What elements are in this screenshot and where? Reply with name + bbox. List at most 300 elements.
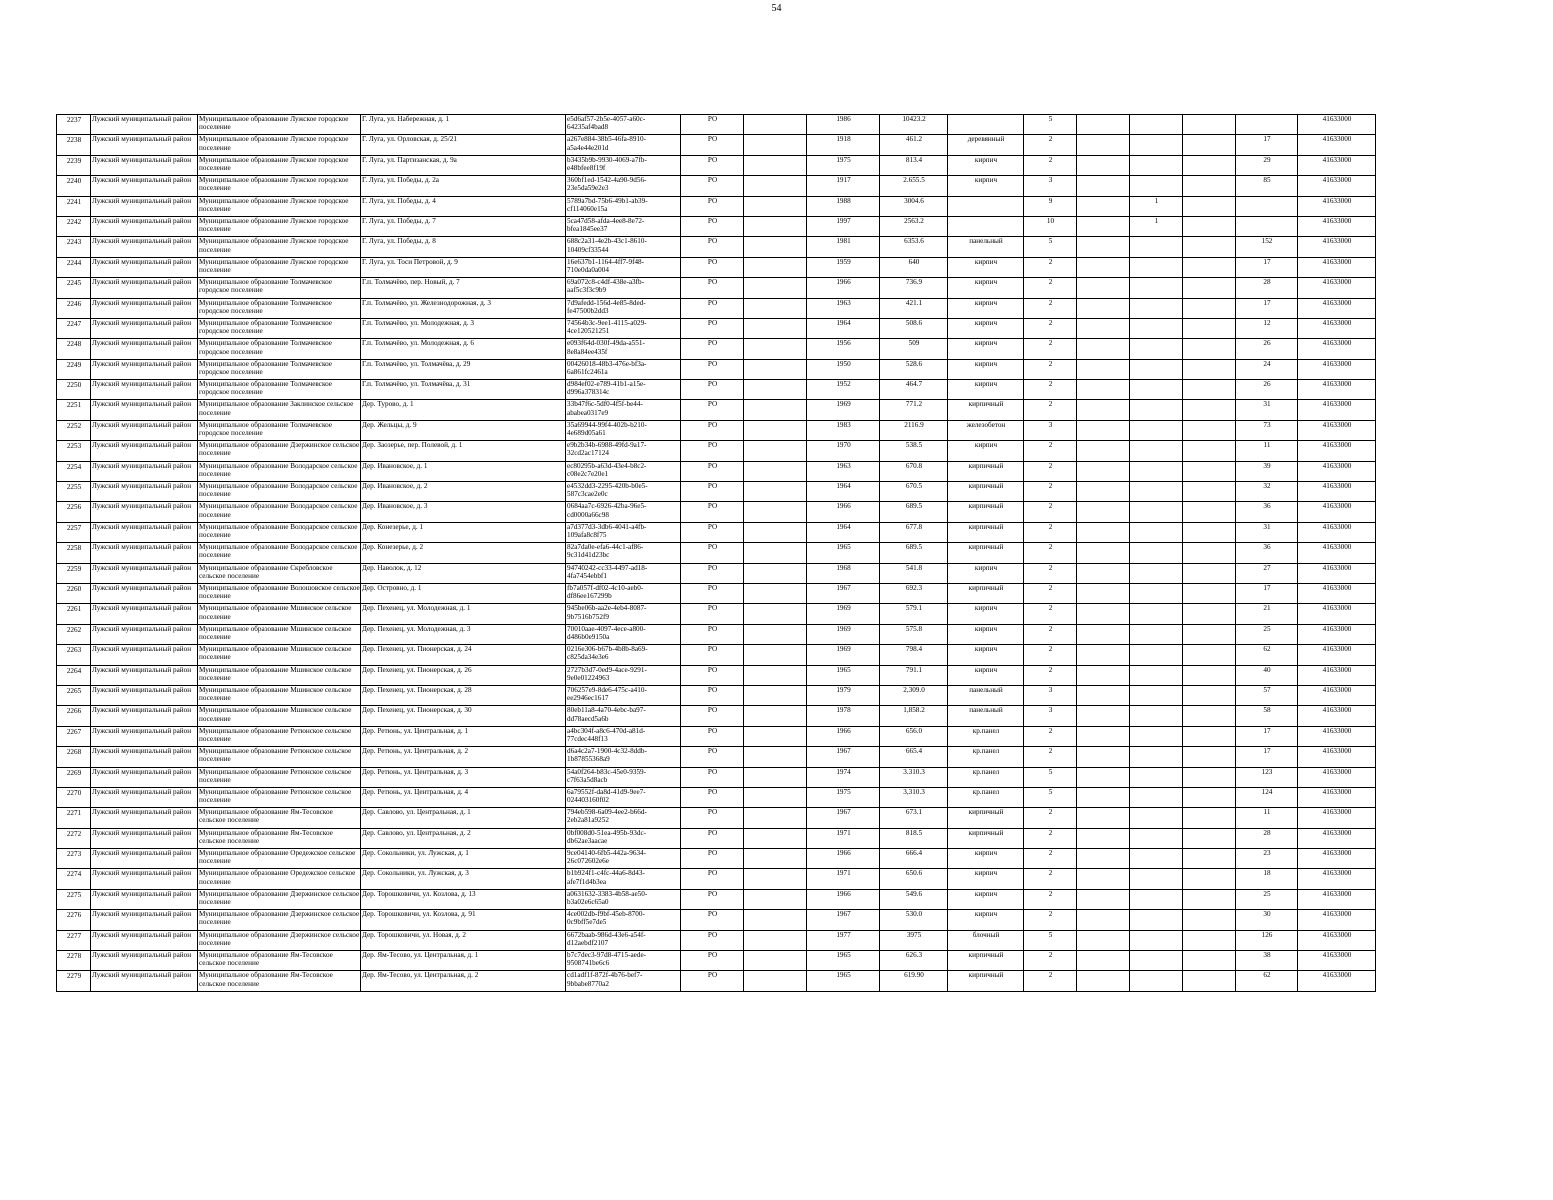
district-cell: Лужский муниципальный район <box>91 665 198 685</box>
row-number-cell: 2269 <box>57 767 91 787</box>
municipality-cell: Муниципальное образование Мшинское сельское поселение <box>198 706 361 726</box>
municipality-cell: Муниципальное образование Володарское сельское поселение <box>198 543 361 563</box>
address-cell: Г. Луга, ул. Победы, д. 2а <box>361 176 566 196</box>
apartments-cell: 12 <box>1236 318 1298 338</box>
fias-guid-cell: e4532dd3-2295-420b-b0e5-587c3cae2e0c <box>566 482 681 502</box>
row-number-cell: 2246 <box>57 298 91 318</box>
year-built-cell: 1956 <box>807 339 880 359</box>
col-empty-cell <box>744 441 807 461</box>
col-empty-cell <box>744 563 807 583</box>
year-built-cell: 1965 <box>807 665 880 685</box>
oktmo-cell: 41633000 <box>1298 645 1376 665</box>
floors-cell: 9 <box>1024 196 1077 216</box>
col-empty-cell <box>1183 869 1236 889</box>
year-built-cell: 1966 <box>807 278 880 298</box>
form-cell: РО <box>681 787 744 807</box>
address-cell: Дер. Заозерье, пер. Полевой, д. 1 <box>361 441 566 461</box>
col-empty-cell <box>744 359 807 379</box>
wall-material-cell: кирпичный <box>948 461 1024 481</box>
year-built-cell: 1963 <box>807 461 880 481</box>
fias-guid-cell: 360bf1ed-1542-4a90-9d56-23e5da59e2e3 <box>566 176 681 196</box>
district-cell: Лужский муниципальный район <box>91 502 198 522</box>
form-cell: РО <box>681 971 744 991</box>
oktmo-cell: 41633000 <box>1298 849 1376 869</box>
table-row <box>57 787 1376 807</box>
wall-material-cell: кирпич <box>948 155 1024 175</box>
table-row <box>57 155 1376 175</box>
elevators-cell <box>1130 339 1183 359</box>
oktmo-cell: 41633000 <box>1298 461 1376 481</box>
col-empty-cell <box>1183 706 1236 726</box>
elevators-cell <box>1130 706 1183 726</box>
elevators-cell: 1 <box>1130 196 1183 216</box>
table-row <box>57 380 1376 400</box>
apartments-cell: 36 <box>1236 502 1298 522</box>
area-cell: 2563.2 <box>880 216 948 236</box>
oktmo-cell: 41633000 <box>1298 563 1376 583</box>
oktmo-cell: 41633000 <box>1298 787 1376 807</box>
year-built-cell: 1950 <box>807 359 880 379</box>
area-cell: 3004.6 <box>880 196 948 216</box>
elevators-cell <box>1130 318 1183 338</box>
floors-cell: 3 <box>1024 176 1077 196</box>
year-built-cell: 1959 <box>807 257 880 277</box>
area-cell: 818.5 <box>880 828 948 848</box>
floors-cell: 2 <box>1024 889 1077 909</box>
district-cell: Лужский муниципальный район <box>91 400 198 420</box>
form-cell: РО <box>681 482 744 502</box>
district-cell: Лужский муниципальный район <box>91 237 198 257</box>
col-empty-cell <box>744 828 807 848</box>
apartments-cell: 18 <box>1236 869 1298 889</box>
table-row <box>57 808 1376 828</box>
col-empty-cell <box>1077 889 1130 909</box>
elevators-cell <box>1130 869 1183 889</box>
apartments-cell <box>1236 196 1298 216</box>
col-empty-cell <box>1183 563 1236 583</box>
year-built-cell: 1963 <box>807 298 880 318</box>
elevators-cell <box>1130 298 1183 318</box>
apartments-cell: 40 <box>1236 665 1298 685</box>
fias-guid-cell: 94740242-cc33-4497-ad18-4fa7454ebbf1 <box>566 563 681 583</box>
wall-material-cell: панельный <box>948 685 1024 705</box>
floors-cell: 2 <box>1024 828 1077 848</box>
col-empty-cell <box>744 278 807 298</box>
year-built-cell: 1967 <box>807 910 880 930</box>
table-row <box>57 910 1376 930</box>
elevators-cell <box>1130 604 1183 624</box>
oktmo-cell: 41633000 <box>1298 522 1376 542</box>
elevators-cell <box>1130 400 1183 420</box>
fias-guid-cell: 00426018-48b3-476e-bf3a-6a861fc2461a <box>566 359 681 379</box>
col-empty-cell <box>1183 808 1236 828</box>
floors-cell: 2 <box>1024 155 1077 175</box>
row-number-cell: 2249 <box>57 359 91 379</box>
elevators-cell <box>1130 583 1183 603</box>
floors-cell: 3 <box>1024 685 1077 705</box>
col-empty-cell <box>744 176 807 196</box>
fias-guid-cell: b3435b9b-9930-4069-a7fb-e48bfee8f19f <box>566 155 681 175</box>
col-empty-cell <box>1077 787 1130 807</box>
form-cell: РО <box>681 441 744 461</box>
col-empty-cell <box>1077 767 1130 787</box>
district-cell: Лужский муниципальный район <box>91 359 198 379</box>
elevators-cell <box>1130 543 1183 563</box>
floors-cell: 2 <box>1024 624 1077 644</box>
form-cell: РО <box>681 135 744 155</box>
district-cell: Лужский муниципальный район <box>91 889 198 909</box>
year-built-cell: 1974 <box>807 767 880 787</box>
col-empty-cell <box>1077 706 1130 726</box>
col-empty-cell <box>1183 339 1236 359</box>
row-number-cell: 2239 <box>57 155 91 175</box>
floors-cell: 2 <box>1024 604 1077 624</box>
fias-guid-cell: 0684aa7c-6926-42ba-96e5-cd0000a66c98 <box>566 502 681 522</box>
oktmo-cell: 41633000 <box>1298 930 1376 950</box>
form-cell: РО <box>681 726 744 746</box>
table-row <box>57 747 1376 767</box>
area-cell: 10423.2 <box>880 115 948 135</box>
address-cell: Г.п. Толмачёво, ул. Железнодорожная, д. 3 <box>361 298 566 318</box>
table-row <box>57 563 1376 583</box>
floors-cell: 2 <box>1024 339 1077 359</box>
district-cell: Лужский муниципальный район <box>91 747 198 767</box>
col-empty-cell <box>744 665 807 685</box>
form-cell: РО <box>681 196 744 216</box>
table-row <box>57 726 1376 746</box>
apartments-cell: 124 <box>1236 787 1298 807</box>
apartments-cell: 152 <box>1236 237 1298 257</box>
form-cell: РО <box>681 645 744 665</box>
fias-guid-cell: 4ce002db-f9bf-45eb-8700-0c9bff5e7de5 <box>566 910 681 930</box>
table-row <box>57 237 1376 257</box>
form-cell: РО <box>681 767 744 787</box>
municipality-cell: Муниципальное образование Ретюнское сельское поселение <box>198 726 361 746</box>
oktmo-cell: 41633000 <box>1298 604 1376 624</box>
floors-cell: 2 <box>1024 869 1077 889</box>
table-row <box>57 359 1376 379</box>
col-empty-cell <box>1183 889 1236 909</box>
table-row <box>57 115 1376 135</box>
elevators-cell <box>1130 359 1183 379</box>
col-empty-cell <box>1077 726 1130 746</box>
municipality-cell: Муниципальное образование Скребловское сельское поселение <box>198 563 361 583</box>
col-empty-cell <box>744 257 807 277</box>
row-number-cell: 2265 <box>57 685 91 705</box>
table-row <box>57 196 1376 216</box>
fias-guid-cell: a267e884-38b5-46fa-8910-a5a4e44e201d <box>566 135 681 155</box>
row-number-cell: 2275 <box>57 889 91 909</box>
oktmo-cell: 41633000 <box>1298 420 1376 440</box>
fias-guid-cell: e9b2b34b-6988-49fd-9a17-32cd2ac17124 <box>566 441 681 461</box>
table-row <box>57 543 1376 563</box>
table-row <box>57 685 1376 705</box>
oktmo-cell: 41633000 <box>1298 482 1376 502</box>
apartments-cell: 24 <box>1236 359 1298 379</box>
table-row <box>57 889 1376 909</box>
wall-material-cell: деревянный <box>948 135 1024 155</box>
elevators-cell <box>1130 726 1183 746</box>
year-built-cell: 1977 <box>807 930 880 950</box>
address-cell: Г.п. Толмачёво, ул. Толмачёва, д. 29 <box>361 359 566 379</box>
wall-material-cell: кирпич <box>948 380 1024 400</box>
col-empty-cell <box>1077 583 1130 603</box>
elevators-cell <box>1130 747 1183 767</box>
elevators-cell <box>1130 787 1183 807</box>
year-built-cell: 1966 <box>807 502 880 522</box>
col-empty-cell <box>1183 767 1236 787</box>
year-built-cell: 1969 <box>807 604 880 624</box>
district-cell: Лужский муниципальный район <box>91 543 198 563</box>
district-cell: Лужский муниципальный район <box>91 115 198 135</box>
col-empty-cell <box>744 685 807 705</box>
district-cell: Лужский муниципальный район <box>91 216 198 236</box>
district-cell: Лужский муниципальный район <box>91 767 198 787</box>
col-empty-cell <box>1183 828 1236 848</box>
row-number-cell: 2270 <box>57 787 91 807</box>
district-cell: Лужский муниципальный район <box>91 461 198 481</box>
col-empty-cell <box>1183 910 1236 930</box>
area-cell: 670.8 <box>880 461 948 481</box>
wall-material-cell: панельный <box>948 237 1024 257</box>
area-cell: 677.8 <box>880 522 948 542</box>
form-cell: РО <box>681 910 744 930</box>
district-cell: Лужский муниципальный район <box>91 298 198 318</box>
district-cell: Лужский муниципальный район <box>91 522 198 542</box>
table-row <box>57 828 1376 848</box>
area-cell: 689.5 <box>880 502 948 522</box>
area-cell: 541.8 <box>880 563 948 583</box>
col-empty-cell <box>1183 257 1236 277</box>
table-row <box>57 318 1376 338</box>
oktmo-cell: 41633000 <box>1298 889 1376 909</box>
elevators-cell <box>1130 176 1183 196</box>
col-empty-cell <box>1077 910 1130 930</box>
district-cell: Лужский муниципальный район <box>91 645 198 665</box>
col-empty-cell <box>1077 502 1130 522</box>
address-cell: Г. Луга, ул. Набережная, д. 1 <box>361 115 566 135</box>
area-cell: 6353.6 <box>880 237 948 257</box>
fias-guid-cell: d6a4c2a7-1900-4c32-8ddb-1b87855368a9 <box>566 747 681 767</box>
address-cell: Г. Луга, ул. Победы, д. 7 <box>361 216 566 236</box>
fias-guid-cell: 69a072c8-c4df-438e-a3fb-aaf5c3f3c9b9 <box>566 278 681 298</box>
oktmo-cell: 41633000 <box>1298 747 1376 767</box>
form-cell: РО <box>681 502 744 522</box>
oktmo-cell: 41633000 <box>1298 339 1376 359</box>
col-empty-cell <box>1077 645 1130 665</box>
col-empty-cell <box>1183 685 1236 705</box>
floors-cell: 2 <box>1024 951 1077 971</box>
municipality-cell: Муниципальное образование Оредежское сельское поселение <box>198 869 361 889</box>
address-cell: Дер. Торошковичи, ул. Козлова, д. 91 <box>361 910 566 930</box>
municipality-cell: Муниципальное образование Мшинское сельское поселение <box>198 665 361 685</box>
floors-cell: 2 <box>1024 359 1077 379</box>
table-row <box>57 645 1376 665</box>
col-empty-cell <box>1077 237 1130 257</box>
wall-material-cell: кирпичный <box>948 400 1024 420</box>
district-cell: Лужский муниципальный район <box>91 318 198 338</box>
address-cell: Дер. Ям-Тесово, ул. Центральная, д. 1 <box>361 951 566 971</box>
apartments-cell: 28 <box>1236 828 1298 848</box>
col-empty-cell <box>744 889 807 909</box>
floors-cell: 2 <box>1024 522 1077 542</box>
year-built-cell: 1952 <box>807 380 880 400</box>
elevators-cell <box>1130 889 1183 909</box>
fias-guid-cell: 74564b3c-9ee1-4115-a029-4ce120521251 <box>566 318 681 338</box>
area-cell: 670.5 <box>880 482 948 502</box>
floors-cell: 2 <box>1024 665 1077 685</box>
elevators-cell <box>1130 441 1183 461</box>
floors-cell: 2 <box>1024 441 1077 461</box>
col-empty-cell <box>1183 604 1236 624</box>
elevators-cell <box>1130 828 1183 848</box>
table-row <box>57 257 1376 277</box>
col-empty-cell <box>1077 441 1130 461</box>
wall-material-cell: кирпич <box>948 359 1024 379</box>
oktmo-cell: 41633000 <box>1298 237 1376 257</box>
form-cell: РО <box>681 420 744 440</box>
col-empty-cell <box>1183 155 1236 175</box>
year-built-cell: 1967 <box>807 747 880 767</box>
municipality-cell: Муниципальное образование Оредежское сельское поселение <box>198 849 361 869</box>
apartments-cell: 17 <box>1236 298 1298 318</box>
col-empty-cell <box>1183 543 1236 563</box>
table-row <box>57 298 1376 318</box>
year-built-cell: 1971 <box>807 869 880 889</box>
wall-material-cell: кирпич <box>948 910 1024 930</box>
col-empty-cell <box>1183 747 1236 767</box>
row-number-cell: 2278 <box>57 951 91 971</box>
form-cell: РО <box>681 543 744 563</box>
col-empty-cell <box>744 726 807 746</box>
floors-cell: 3 <box>1024 420 1077 440</box>
col-empty-cell <box>1077 665 1130 685</box>
wall-material-cell: кирпичный <box>948 522 1024 542</box>
municipality-cell: Муниципальное образование Мшинское сельское поселение <box>198 624 361 644</box>
elevators-cell <box>1130 971 1183 991</box>
floors-cell: 5 <box>1024 115 1077 135</box>
district-cell: Лужский муниципальный район <box>91 808 198 828</box>
col-empty-cell <box>1183 583 1236 603</box>
year-built-cell: 1965 <box>807 543 880 563</box>
municipality-cell: Муниципальное образование Ям-Тесовское сельское поселение <box>198 951 361 971</box>
oktmo-cell: 41633000 <box>1298 400 1376 420</box>
apartments-cell: 29 <box>1236 155 1298 175</box>
floors-cell: 10 <box>1024 216 1077 236</box>
wall-material-cell: кирпичный <box>948 502 1024 522</box>
fias-guid-cell: 0216e306-b67b-4b8b-8a69-c825da34e3e6 <box>566 645 681 665</box>
year-built-cell: 1981 <box>807 237 880 257</box>
apartments-cell: 62 <box>1236 645 1298 665</box>
apartments-cell: 27 <box>1236 563 1298 583</box>
row-number-cell: 2252 <box>57 420 91 440</box>
row-number-cell: 2272 <box>57 828 91 848</box>
municipality-cell: Муниципальное образование Ретюнское сельское поселение <box>198 747 361 767</box>
oktmo-cell: 41633000 <box>1298 216 1376 236</box>
col-empty-cell <box>1077 522 1130 542</box>
form-cell: РО <box>681 298 744 318</box>
col-empty-cell <box>744 298 807 318</box>
apartments-cell: 57 <box>1236 685 1298 705</box>
district-cell: Лужский муниципальный район <box>91 380 198 400</box>
col-empty-cell <box>744 400 807 420</box>
year-built-cell: 1988 <box>807 196 880 216</box>
district-cell: Лужский муниципальный район <box>91 420 198 440</box>
fias-guid-cell: 2727b3d7-0ed9-4ace-9291-9e0e01224963 <box>566 665 681 685</box>
col-empty-cell <box>1077 339 1130 359</box>
form-cell: РО <box>681 747 744 767</box>
table-row <box>57 930 1376 950</box>
area-cell: 626.3 <box>880 951 948 971</box>
form-cell: РО <box>681 951 744 971</box>
wall-material-cell <box>948 216 1024 236</box>
row-number-cell: 2253 <box>57 441 91 461</box>
col-empty-cell <box>1077 359 1130 379</box>
col-empty-cell <box>744 645 807 665</box>
table-row <box>57 522 1376 542</box>
apartments-cell <box>1236 216 1298 236</box>
oktmo-cell: 41633000 <box>1298 318 1376 338</box>
table-row <box>57 869 1376 889</box>
address-cell: Дер. Островно, д. 1 <box>361 583 566 603</box>
row-number-cell: 2271 <box>57 808 91 828</box>
col-empty-cell <box>1183 624 1236 644</box>
fias-guid-cell: 35a69944-99f4-402b-b210-4e689d05a61 <box>566 420 681 440</box>
col-empty-cell <box>1077 604 1130 624</box>
col-empty-cell <box>1183 522 1236 542</box>
apartments-cell: 126 <box>1236 930 1298 950</box>
area-cell: 692.3 <box>880 583 948 603</box>
oktmo-cell: 41633000 <box>1298 951 1376 971</box>
fias-guid-cell: 80eb11a8-4a70-4ebc-ba97-dd78aecd5a6b <box>566 706 681 726</box>
fias-guid-cell: 6a79552f-da8d-41d9-9ee7-024403160f02 <box>566 787 681 807</box>
form-cell: РО <box>681 889 744 909</box>
district-cell: Лужский муниципальный район <box>91 869 198 889</box>
col-empty-cell <box>1077 298 1130 318</box>
address-cell: Дер. Ивановское, д. 1 <box>361 461 566 481</box>
col-empty-cell <box>744 318 807 338</box>
form-cell: РО <box>681 624 744 644</box>
oktmo-cell: 41633000 <box>1298 278 1376 298</box>
oktmo-cell: 41633000 <box>1298 257 1376 277</box>
col-empty-cell <box>1183 216 1236 236</box>
wall-material-cell: кирпичный <box>948 951 1024 971</box>
registry-body <box>57 115 1376 992</box>
municipality-cell: Муниципальное образование Мшинское сельское поселение <box>198 604 361 624</box>
area-cell: 798.4 <box>880 645 948 665</box>
row-number-cell: 2237 <box>57 115 91 135</box>
area-cell: 575.8 <box>880 624 948 644</box>
col-empty-cell <box>1183 196 1236 216</box>
apartments-cell: 39 <box>1236 461 1298 481</box>
col-empty-cell <box>1183 930 1236 950</box>
table-row <box>57 502 1376 522</box>
floors-cell: 2 <box>1024 726 1077 746</box>
form-cell: РО <box>681 359 744 379</box>
table-row <box>57 278 1376 298</box>
district-cell: Лужский муниципальный район <box>91 278 198 298</box>
floors-cell: 5 <box>1024 787 1077 807</box>
area-cell: 464.7 <box>880 380 948 400</box>
address-cell: Дер. Пехенец, ул. Молодежная, д. 3 <box>361 624 566 644</box>
district-cell: Лужский муниципальный район <box>91 176 198 196</box>
wall-material-cell: панельный <box>948 706 1024 726</box>
municipality-cell: Муниципальное образование Заклинское сельское поселение <box>198 400 361 420</box>
apartments-cell: 17 <box>1236 257 1298 277</box>
municipality-cell: Муниципальное образование Лужское городское поселение <box>198 237 361 257</box>
row-number-cell: 2262 <box>57 624 91 644</box>
address-cell: Дер. Торошковичи, ул. Новая, д. 2 <box>361 930 566 950</box>
